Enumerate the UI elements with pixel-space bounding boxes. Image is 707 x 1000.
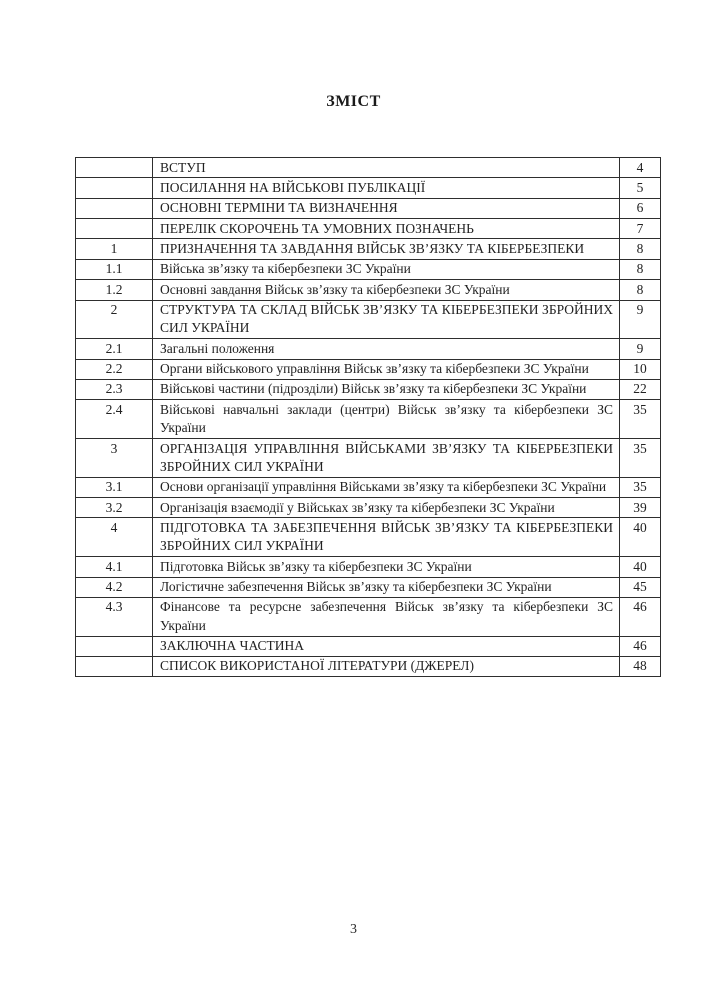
toc-row — [76, 477, 661, 497]
toc-row-number: 2 — [76, 300, 153, 339]
toc-row — [76, 259, 661, 279]
toc-row-number: 1 — [76, 239, 153, 259]
toc-row-number: 4 — [76, 518, 153, 557]
toc-row-page: 48 — [620, 656, 661, 676]
toc-row-number: 2.1 — [76, 339, 153, 359]
toc-row-number: 2.4 — [76, 400, 153, 439]
toc-row-title: Логістичне забезпечення Військ зв’язку та кібербезпеки ЗС України — [153, 577, 620, 597]
toc-row-title: ПІДГОТОВКА ТА ЗАБЕЗПЕЧЕННЯ ВІЙСЬК ЗВ’ЯЗКУ ТА КІБЕРБЕЗПЕКИ ЗБРОЙНИХ СИЛ УКРАЇНИ — [153, 518, 620, 557]
toc-row — [76, 359, 661, 379]
toc-table — [75, 157, 661, 677]
toc-row — [76, 577, 661, 597]
toc-row — [76, 198, 661, 218]
toc-row-number: 2.2 — [76, 359, 153, 379]
toc-row-number — [76, 178, 153, 198]
toc-row-title: СПИСОК ВИКОРИСТАНОЇ ЛІТЕРАТУРИ (ДЖЕРЕЛ) — [153, 656, 620, 676]
toc-row — [76, 518, 661, 557]
toc-row-page: 40 — [620, 557, 661, 577]
toc-row-page: 10 — [620, 359, 661, 379]
toc-row-number — [76, 158, 153, 178]
toc-row-page: 7 — [620, 219, 661, 239]
toc-row — [76, 219, 661, 239]
toc-row — [76, 597, 661, 636]
toc-row — [76, 379, 661, 399]
toc-row-title: ПОСИЛАННЯ НА ВІЙСЬКОВІ ПУБЛІКАЦІЇ — [153, 178, 620, 198]
toc-row-title: Війська зв’язку та кібербезпеки ЗС України — [153, 259, 620, 279]
toc-row-title: Військові навчальні заклади (центри) Військ зв’язку та кібербезпеки ЗС України — [153, 400, 620, 439]
toc-row-title: Організація взаємодії у Військах зв’язку та кібербезпеки ЗС України — [153, 498, 620, 518]
toc-row-title: Підготовка Військ зв’язку та кібербезпеки ЗС України — [153, 557, 620, 577]
toc-row — [76, 300, 661, 339]
toc-row-page: 39 — [620, 498, 661, 518]
toc-row-number: 3 — [76, 439, 153, 478]
toc-row-number — [76, 656, 153, 676]
toc-row-title: ОСНОВНІ ТЕРМІНИ ТА ВИЗНАЧЕННЯ — [153, 198, 620, 218]
toc-row-title: Органи військового управління Військ зв’язку та кібербезпеки ЗС України — [153, 359, 620, 379]
toc-row-title: ПРИЗНАЧЕННЯ ТА ЗАВДАННЯ ВІЙСЬК ЗВ’ЯЗКУ ТА КІБЕРБЕЗПЕКИ — [153, 239, 620, 259]
toc-row-number: 4.1 — [76, 557, 153, 577]
toc-row-page: 35 — [620, 400, 661, 439]
toc-row — [76, 239, 661, 259]
toc-row-page: 5 — [620, 178, 661, 198]
toc-row-number: 3.2 — [76, 498, 153, 518]
toc-row-number: 4.3 — [76, 597, 153, 636]
toc-row — [76, 280, 661, 300]
toc-row — [76, 656, 661, 676]
toc-row-number: 1.2 — [76, 280, 153, 300]
toc-row-title: СТРУКТУРА ТА СКЛАД ВІЙСЬК ЗВ’ЯЗКУ ТА КІБЕРБЕЗПЕКИ ЗБРОЙНИХ СИЛ УКРАЇНИ — [153, 300, 620, 339]
toc-row-title: ЗАКЛЮЧНА ЧАСТИНА — [153, 636, 620, 656]
toc-row-number: 3.1 — [76, 477, 153, 497]
toc-row-number: 1.1 — [76, 259, 153, 279]
toc-row-page: 45 — [620, 577, 661, 597]
toc-row-page: 6 — [620, 198, 661, 218]
toc-row — [76, 400, 661, 439]
toc-row-title: ОРГАНІЗАЦІЯ УПРАВЛІННЯ ВІЙСЬКАМИ ЗВ’ЯЗКУ ТА КІБЕРБЕЗПЕКИ ЗБРОЙНИХ СИЛ УКРАЇНИ — [153, 439, 620, 478]
toc-row — [76, 339, 661, 359]
toc-row-page: 22 — [620, 379, 661, 399]
toc-row-number: 4.2 — [76, 577, 153, 597]
toc-row-title: Основні завдання Військ зв’язку та кібербезпеки ЗС України — [153, 280, 620, 300]
toc-row-title: ВСТУП — [153, 158, 620, 178]
toc-row-title: Загальні положення — [153, 339, 620, 359]
toc-row-number — [76, 219, 153, 239]
toc-row-title: ПЕРЕЛІК СКОРОЧЕНЬ ТА УМОВНИХ ПОЗНАЧЕНЬ — [153, 219, 620, 239]
toc-row — [76, 636, 661, 656]
toc-row — [76, 498, 661, 518]
toc-row-page: 8 — [620, 239, 661, 259]
toc-row-number: 2.3 — [76, 379, 153, 399]
toc-row-title: Військові частини (підрозділи) Військ зв’язку та кібербезпеки ЗС України — [153, 379, 620, 399]
toc-row-page: 4 — [620, 158, 661, 178]
toc-row — [76, 439, 661, 478]
page-title: ЗМІСТ — [326, 93, 381, 110]
toc-row-page: 35 — [620, 439, 661, 478]
toc-row-number — [76, 198, 153, 218]
toc-row — [76, 557, 661, 577]
toc-row — [76, 158, 661, 178]
page-number: 3 — [350, 922, 357, 937]
toc-row-title: Основи організації управління Військами зв’язку та кібербезпеки ЗС України — [153, 477, 620, 497]
toc-row-page: 40 — [620, 518, 661, 557]
toc-row — [76, 178, 661, 198]
toc-row-page: 8 — [620, 259, 661, 279]
toc-row-page: 9 — [620, 339, 661, 359]
toc-row-page: 9 — [620, 300, 661, 339]
toc-row-page: 46 — [620, 636, 661, 656]
toc-row-page: 35 — [620, 477, 661, 497]
toc-table-body — [76, 158, 661, 677]
toc-row-page: 8 — [620, 280, 661, 300]
toc-row-title: Фінансове та ресурсне забезпечення Військ зв’язку та кібербезпеки ЗС України — [153, 597, 620, 636]
toc-row-number — [76, 636, 153, 656]
toc-row-page: 46 — [620, 597, 661, 636]
